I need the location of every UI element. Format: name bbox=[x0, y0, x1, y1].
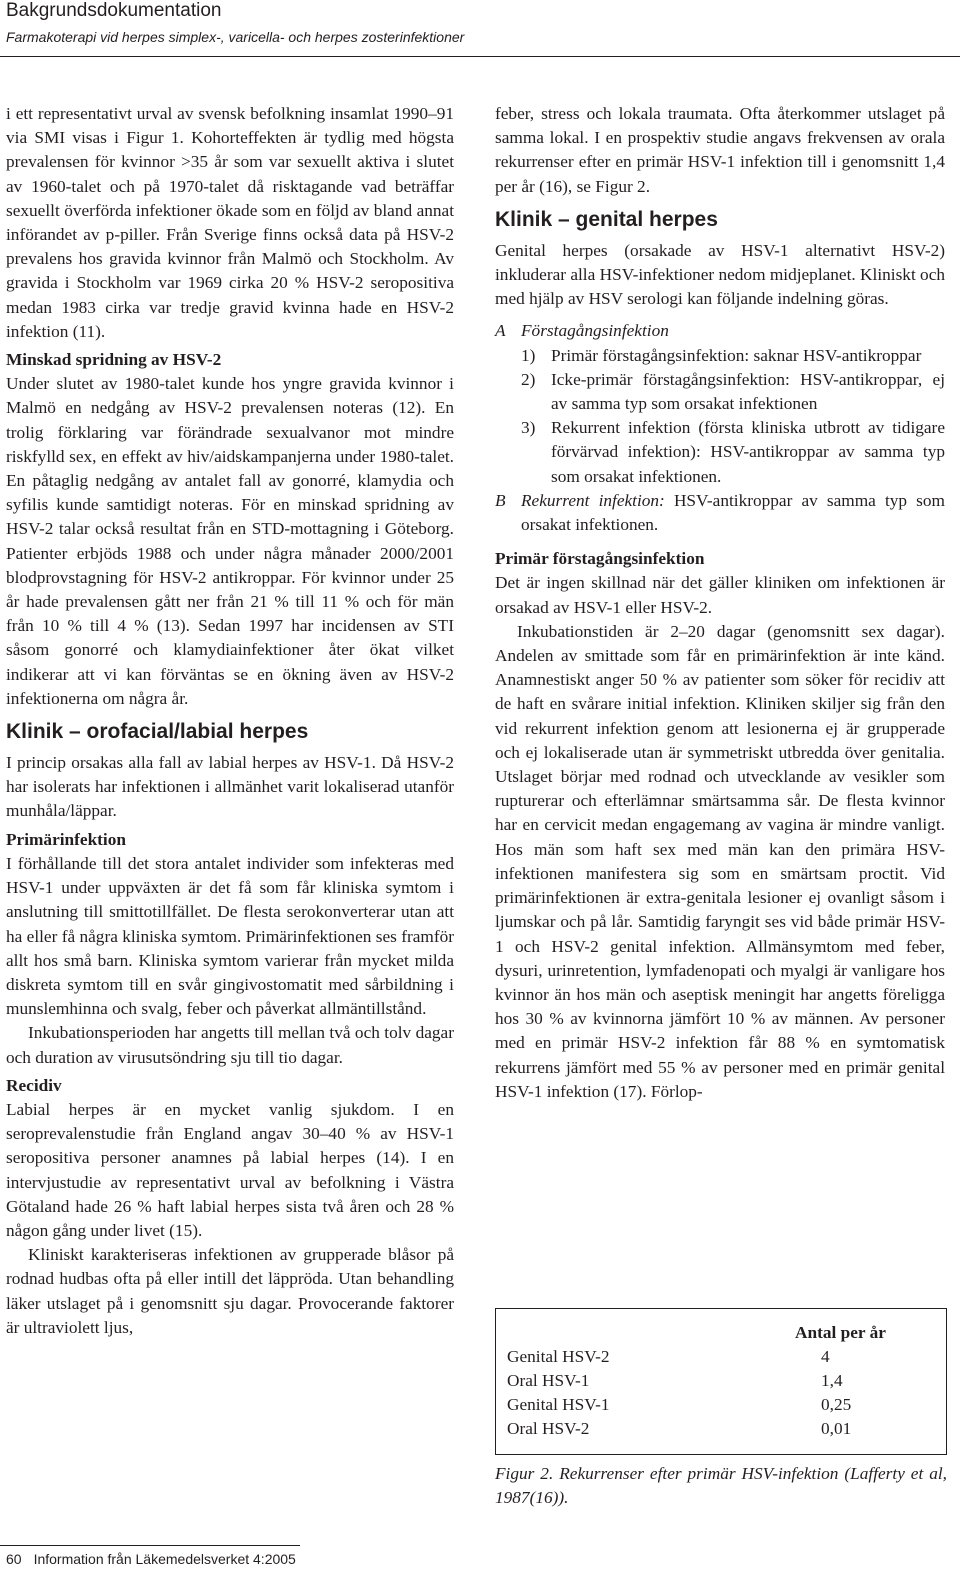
list-subitem bbox=[521, 416, 945, 489]
table-cell-label: Oral HSV-1 bbox=[507, 1371, 590, 1390]
list-subitem-text: Primär förstagångsinfektion: saknar HSV-antikroppar bbox=[551, 345, 922, 365]
paragraph: Det är ingen skillnad när det gäller kliniken om infektionen är orsakad av HSV-1 eller HSV-2. bbox=[495, 573, 945, 617]
table-row bbox=[507, 1417, 851, 1441]
footer-source: Information från Läkemedelsverket 4:2005 bbox=[33, 1551, 296, 1567]
table-cell-value: 4 bbox=[821, 1347, 830, 1366]
table-row bbox=[507, 1345, 851, 1369]
list-subitem-number: 2) bbox=[521, 369, 536, 389]
paragraph: Under slutet av 1980-talet kunde hos yngre gravida kvinnor i Malmö en nedgång av HSV-2 prevalensen noteras (12). En trolig förklaring var förändrade sexualvanor mot mindre riskfylld sex, en effekt av hiv/aidskampanjerna under 1980-talet. En påtaglig nedgång av antalet fall av gonorré, klamydia och syfilis kunde samtidigt noteras. För en minskad spridning av HSV-2 talar också resultat från en STD-mottagning i Göteborg. Patienter erbjöds 1988 och under några månader 2000/2001 blodprovstagning för HSV-2 antikroppar. För kvinnor under 25 år hade prevalensen gått ner från 21 % till 11 % och för män från 10 % till 4 % (13). Sedan 1997 har incidensen av STI såsom gonorré och klamydiainfektioner åter ökat vilket indikerar att vi kan förväntas se en ökning även av HSV-2 infektionerna om några år. bbox=[6, 374, 454, 708]
page-footer bbox=[6, 1550, 296, 1568]
list-subitem bbox=[521, 368, 945, 416]
list-item-title: Förstagångsinfektion bbox=[521, 321, 669, 341]
list-subitem-text: Rekurrent infektion (första kliniska utbrott av tidigare förvärvad infektion): HSV-antikroppar av samma typ som orsakat infektionen. bbox=[551, 418, 945, 486]
recurrence-table bbox=[495, 1308, 947, 1455]
table-cell-value: 0,01 bbox=[821, 1419, 852, 1438]
classification-list bbox=[495, 319, 945, 537]
list-item bbox=[495, 319, 945, 343]
table-row bbox=[507, 1369, 851, 1393]
paragraph: i ett representativt urval av svensk befolkning insamlat 1990–91 via SMI visas i Figur 1. Kohorteffekten är tydlig med högsta prevalensen för kvinnor >35 år som var sexuellt aktiva i slutet av 1960-talet och på 1970-talet då risktagande vad beträffar sexuellt överförda infektioner ökade som en följd av bland annat införandet av p-piller. Från Sverige finns också data på HSV-2 prevalens hos gravida kvinnor från Malmö och Stockholm. Av gravida i Stockholm var 1969 cirka 20 % HSV-2 seropositiva medan 1983 cirka var tredje gravid kvinna hade en HSV-2 infektion (11). bbox=[6, 104, 454, 341]
paragraph: Inkubationstiden är 2–20 dagar (genomsnitt sex dagar). Andelen av smittade som får en primärinfektion är inte känd. Anamnestiskt anger 50 % av patienter som söker för recidiv att de haft en svårare initial infektion. Kliniken skiljer sig från den vid rekurrent infektion genom att lesionerna ej är grupperade och ej lokaliserade utan är symmetriskt utbredda över genitalia. Utslaget börjar med rodnad och utvecklande av vesikler som rupturerar och efterlämnar smärtsamma sår. De flesta kvinnor har en cervicit medan engagemang av vagina är mindre vanligt. Hos män som haft sex med män kan den primära HSV-infektionen manifestera sig som en smärtsam proctit. Vid primärinfektionen är extra-genitala lesioner ej ovanligt såsom i ljumskar och på lår. Samtidig faryngit ses vid både primär HSV-1 och HSV-2 genital infektion. Allmänsymtom med feber, dysuri, urinretention, lymfadenopati och myalgi är vanligare hos kvinnor än hos män och aseptisk meningit har angetts föreligga hos 30 % av kvinnorna jämfört 10 % av männen. Av personer med en primär HSV-2 infektion får 88 % en symtomatisk rekurrens jämfört med 55 % av personer med en primär genital HSV-1 infektion (17). Förlop- bbox=[495, 621, 945, 1101]
list-marker: B bbox=[495, 490, 506, 510]
paragraph: I förhållande till det stora antalet individer som infekteras med HSV-1 under uppväxten är det få som får kliniska symtom i anslutning till smittotillfället. De flesta serokonverterar utan att ha eller få några kliniska symtom. Primärinfektionen ses framför allt hos små barn. Kliniska symtom varierar från mycket milda diskreta symtom till en svår gingivostomatit med sårbildning i munslemhinna och svalg, feber och påverkat allmäntillstånd. bbox=[6, 853, 454, 1019]
page-number: 60 bbox=[6, 1551, 22, 1567]
paragraph: feber, stress och lokala traumata. Ofta återkommer utslaget på samma lokal. I en prospektiv studie angavs frekvensen av orala rekurrenser efter en primär HSV-1 infektion till i genomsnitt 1,4 per år (16), se Figur 2. bbox=[495, 104, 945, 196]
table-cell-label: Genital HSV-1 bbox=[507, 1395, 610, 1414]
header-divider bbox=[0, 56, 960, 57]
footer-divider bbox=[0, 1545, 300, 1546]
table-body bbox=[507, 1345, 851, 1441]
paragraph: Labial herpes är en mycket vanlig sjukdom. I en seroprevalenstudie från England angav 30–40 % av HSV-1 seropositiva personer anamnes på labial herpes (14). I en intervjustudie av representativt urval av befolkning i Västra Götaland hade 26 % haft labial herpes sista två åren och 28 % någon gång under livet (15). bbox=[6, 1099, 454, 1240]
right-column bbox=[495, 102, 945, 1104]
list-item bbox=[495, 489, 945, 537]
section-heading-klinik-orofacial: Klinik – orofacial/labial herpes bbox=[6, 720, 309, 744]
paragraph: Kliniskt karakteriseras infektionen av grupperade blåsor på rodnad hudbas ofta på eller intill det läppröda. Utan behandling läker utslaget på i genomsnitt sju dagar. Provocerande faktorer är ultraviolett ljus, bbox=[6, 1245, 454, 1337]
left-column bbox=[6, 102, 454, 1340]
table-cell-value: 1,4 bbox=[821, 1371, 843, 1390]
table-row bbox=[507, 1393, 851, 1417]
list-subitem-text: Icke-primär förstagångsinfektion: HSV-antikroppar, ej av samma typ som orsakat infektionen bbox=[551, 369, 945, 414]
section-heading-minskad-spridning: Minskad spridning av HSV-2 bbox=[6, 350, 222, 370]
list-marker: A bbox=[495, 321, 506, 341]
list-item-text bbox=[521, 489, 945, 537]
table-cell-label: Oral HSV-2 bbox=[507, 1419, 590, 1438]
list-subitem-number: 3) bbox=[521, 418, 536, 438]
list-item-body: HSV-antikroppar av samma typ som orsakat infektionen. bbox=[521, 490, 945, 535]
figure-caption: Figur 2. Rekurrenser efter primär HSV-infektion (Lafferty et al, 1987(16)). bbox=[495, 1464, 947, 1507]
table-cell-value: 0,25 bbox=[821, 1395, 852, 1414]
section-heading-primarinfektion: Primärinfektion bbox=[6, 829, 126, 849]
running-header-title: Bakgrundsdokumentation bbox=[6, 0, 222, 21]
paragraph: Inkubationsperioden har angetts till mellan två och tolv dagar och duration av virusutsöndring sju till tio dagar. bbox=[6, 1023, 454, 1067]
section-heading-klinik-genital: Klinik – genital herpes bbox=[495, 207, 718, 231]
list-item-title: Rekurrent infektion: bbox=[521, 490, 665, 510]
paragraph: I princip orsakas alla fall av labial herpes av HSV-1. Då HSV-2 har isolerats har infektionen i allmänhet varit lokaliserad utanför munhåla/läppar. bbox=[6, 753, 454, 821]
table-cell-label: Genital HSV-2 bbox=[507, 1347, 610, 1366]
running-header-subtitle: Farmakoterapi vid herpes simplex-, varicella- och herpes zosterinfektioner bbox=[6, 29, 465, 45]
paragraph: Genital herpes (orsakade av HSV-1 alternativt HSV-2) inkluderar alla HSV-infektioner nedom midjeplanet. Kliniskt och med hjälp av HSV serologi kan följande indelning göras. bbox=[495, 240, 946, 309]
list-subitem bbox=[521, 344, 945, 368]
section-heading-primar-forstagangsinfektion: Primär förstagångsinfektion bbox=[495, 549, 705, 569]
list-subitem-number: 1) bbox=[521, 345, 536, 365]
section-heading-recidiv: Recidiv bbox=[6, 1075, 62, 1095]
table-header: Antal per år bbox=[795, 1323, 886, 1342]
